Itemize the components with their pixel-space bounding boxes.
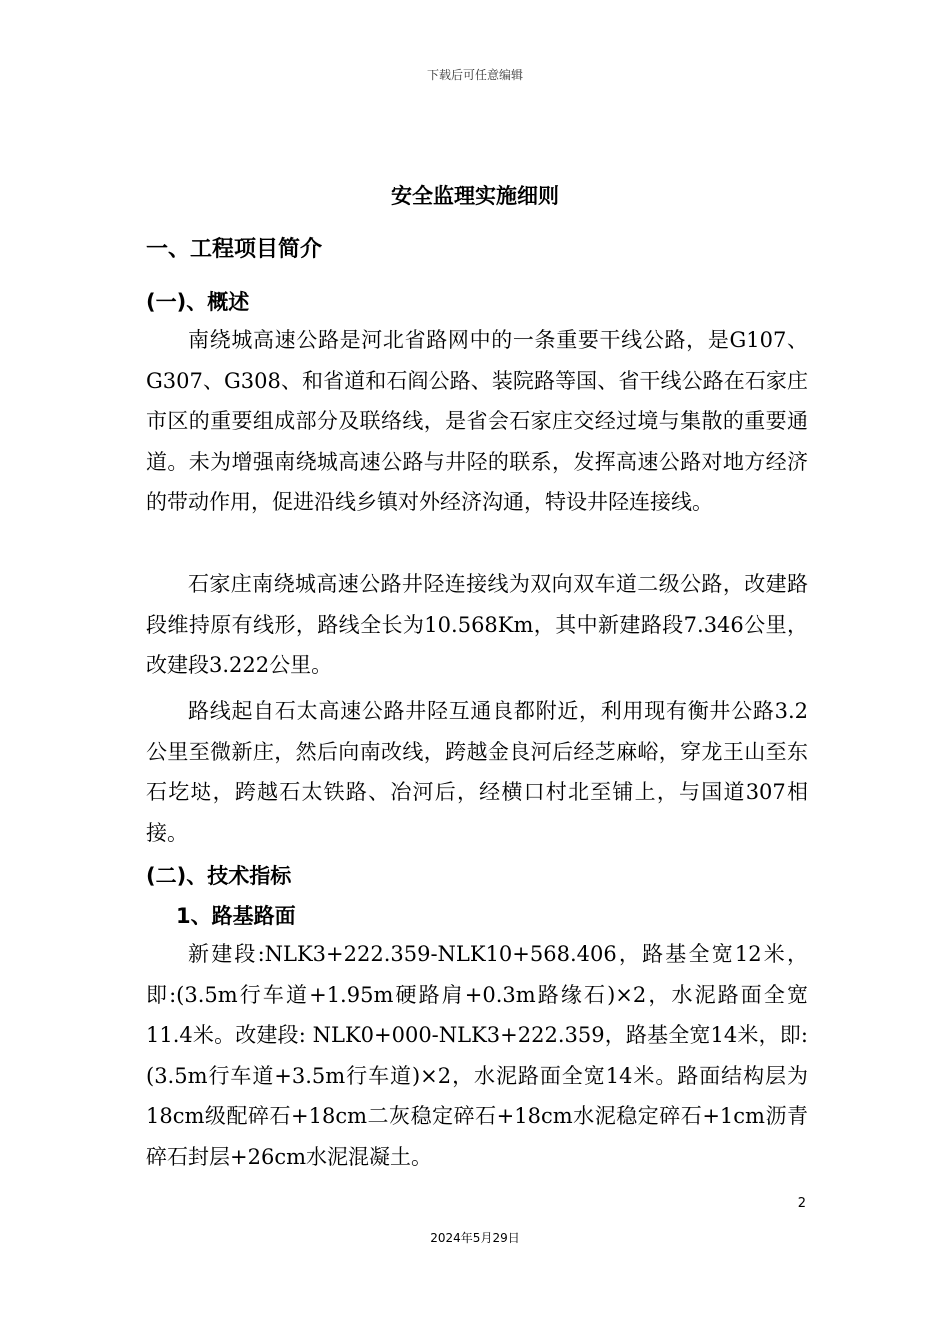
page-header: 下载后可任意编辑: [426, 68, 523, 82]
subsection-heading-roadbed: 1、路基路面: [176, 904, 296, 928]
overview-paragraph-2: 石家庄南绕城高速公路井陉连接线为双向双车道二级公路，改建路段维持原有线形，路线全长为10.568Km，其中新建路段7.346公里，改建段3.222公里。: [146, 572, 808, 678]
document-title: 安全监理实施细则: [391, 184, 559, 208]
subsection-heading-overview: (一)、概述: [146, 290, 250, 314]
page-footer-date: 2024年5月29日: [430, 1231, 520, 1245]
roadbed-paragraph: 新建段:NLK3+222.359-NLK10+568.406，路基全宽12米，即:(3.5m行车道+1.95m硬路肩+0.3m路缘石)×2，水泥路面全宽11.4米。改建段: NLK0+000-NLK3+222.359，路基全宽14米，即:(3.5m行车道+3.5m行车道)×2，水泥路面全宽14米。路面结构层为18cm级配碎石+18cm二灰稳定碎石+18cm水泥稳定碎石+1cm沥青碎石封层+26cm水泥混凝土。: [146, 942, 808, 1169]
overview-paragraph-1: 南绕城高速公路是河北省路网中的一条重要干线公路，是G107、G307、G308、和省道和石阎公路、装院路等国、省干线公路在石家庄市区的重要组成部分及联络线，是省会石家庄交经过境与集散的重要通道。未为增强南绕城高速公路与井陉的联系，发挥高速公路对地方经济的带动作用，促进沿线乡镇对外经济沟通，特设井陉连接线。: [146, 328, 808, 515]
section-heading-project-intro: 一、工程项目简介: [146, 237, 323, 262]
page-number: 2: [797, 1196, 806, 1211]
subsection-heading-technical: (二)、技术指标: [146, 864, 292, 888]
overview-paragraph-3: 路线起自石太高速公路井陉互通良都附近，利用现有衡井公路3.2公里至微新庄，然后向南改线，跨越金良河后经芝麻峪，穿龙王山至东石圪垯，跨越石太铁路、冶河后，经横口村北至铺上，与国道307相接。: [146, 699, 808, 845]
